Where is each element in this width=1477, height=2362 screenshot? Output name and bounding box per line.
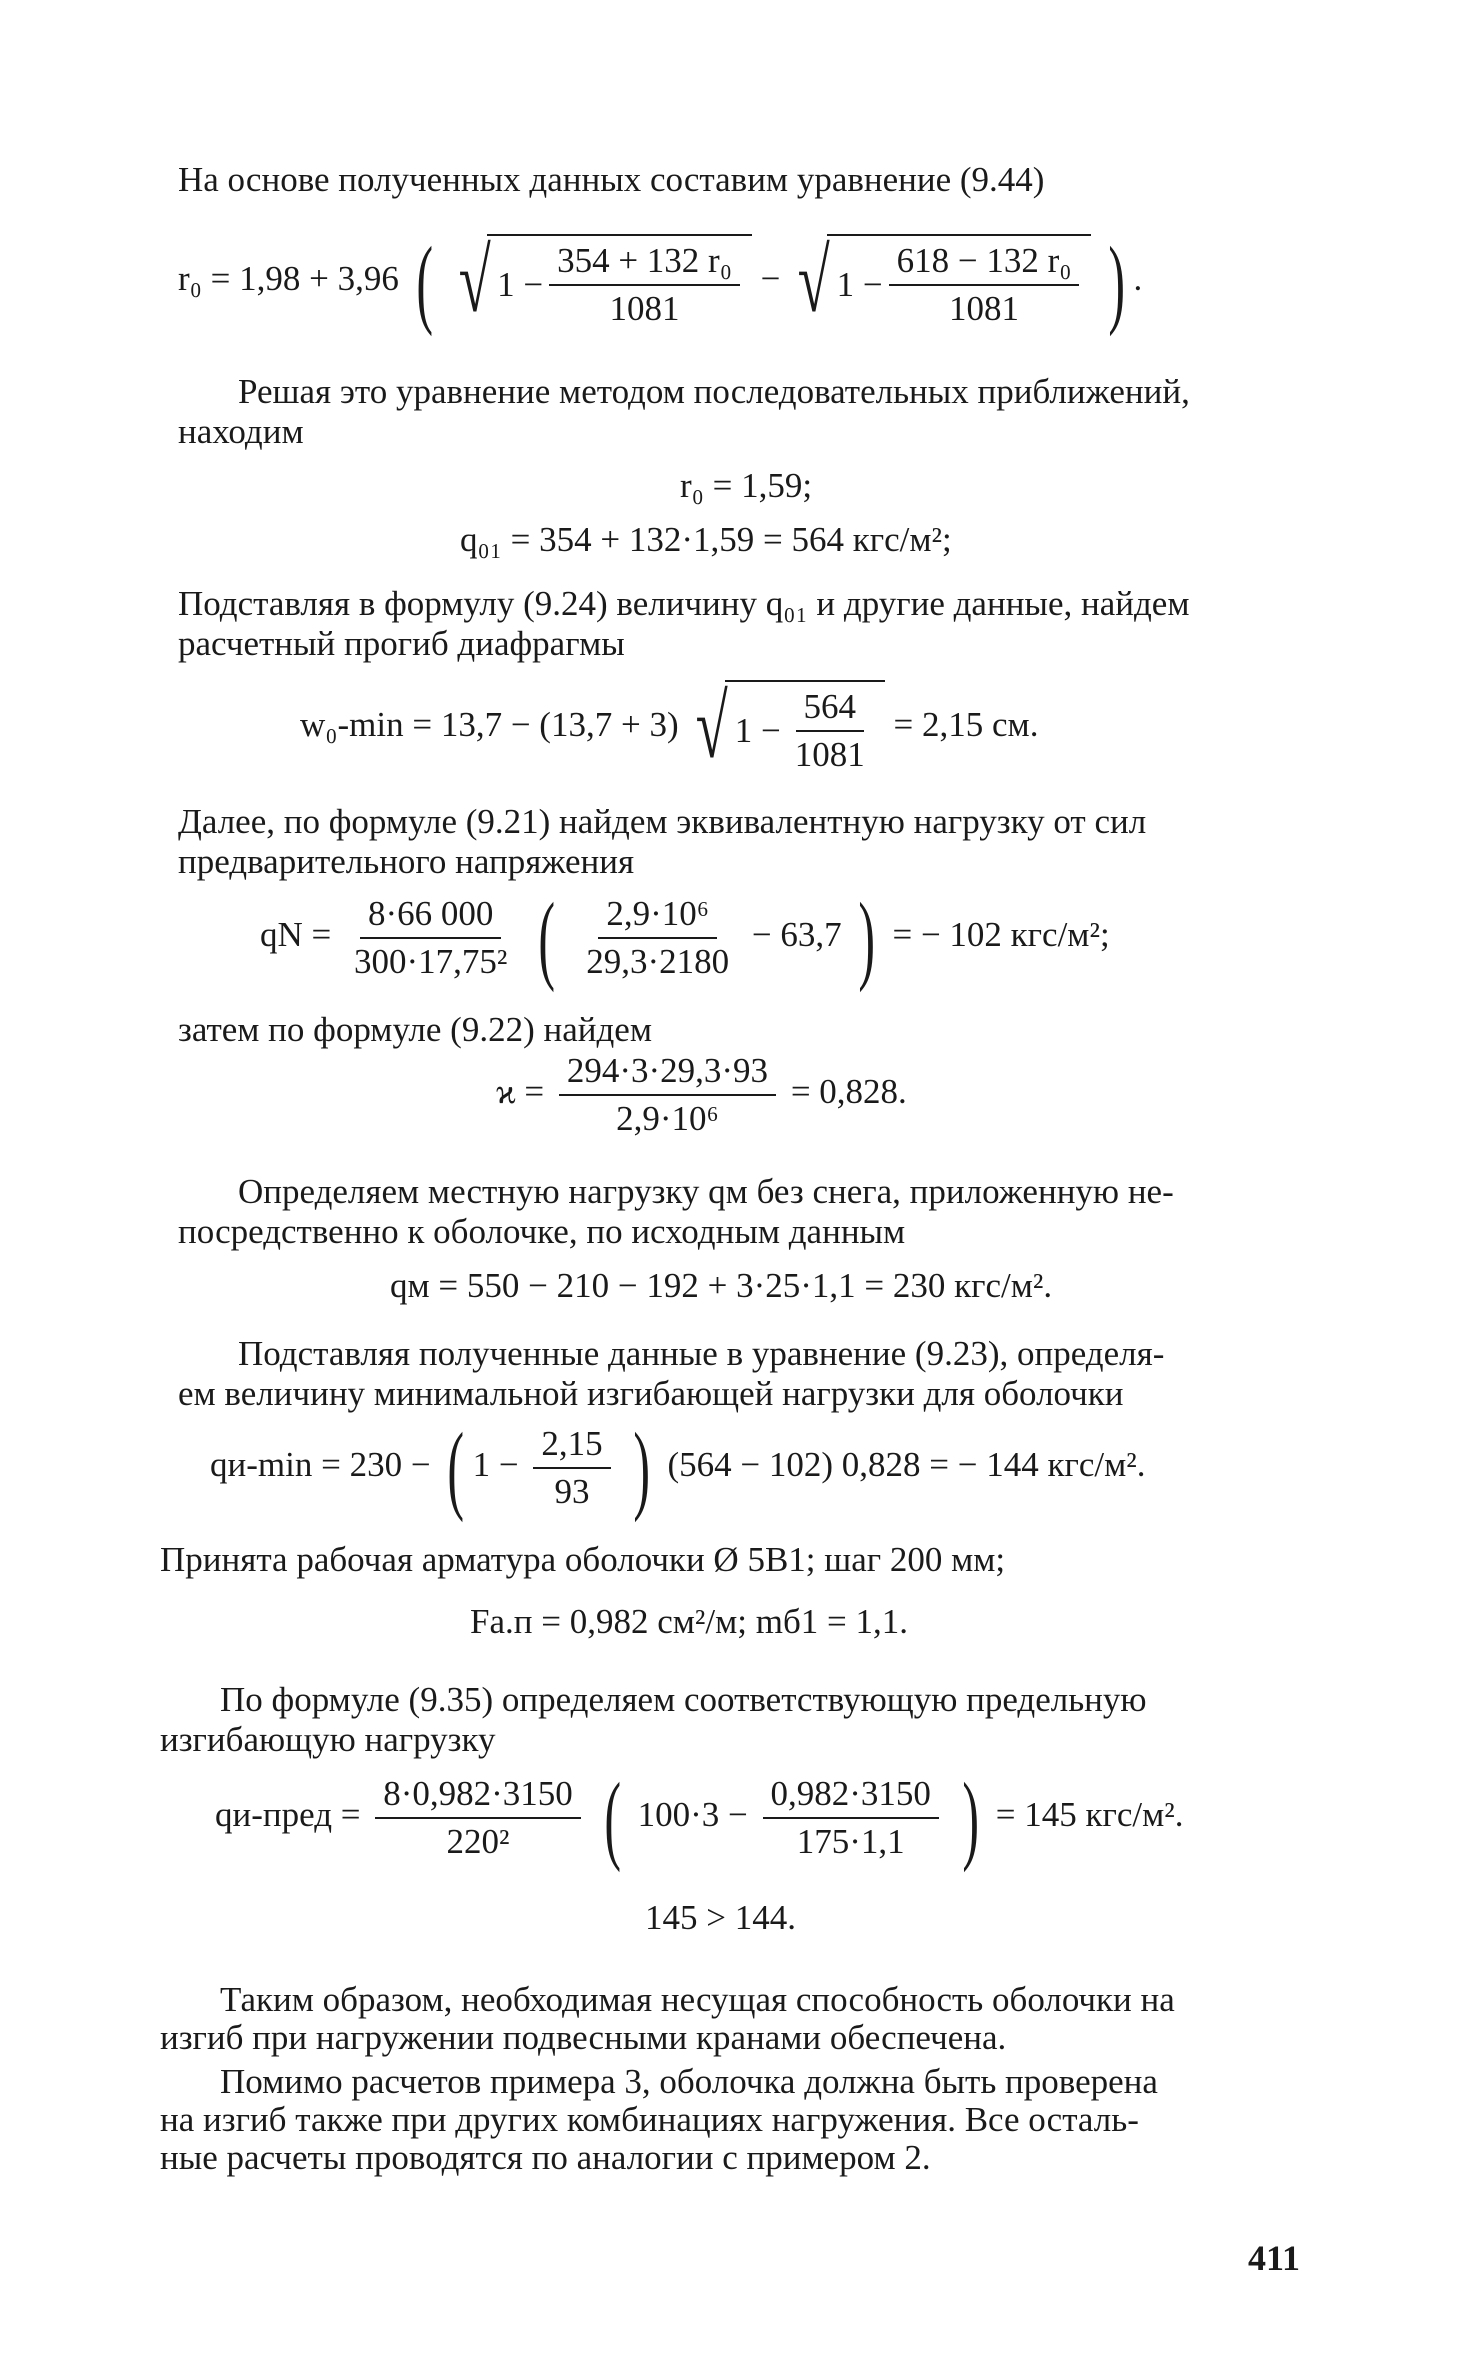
fraction-denominator: 2,9·10⁶	[616, 1099, 719, 1138]
paragraph-line: затем по формуле (9.22) найдем	[178, 1010, 652, 1049]
paragraph-line: изгиб при нагружении подвесными кранами обеспечена.	[160, 2018, 1007, 2057]
paragraph-line: на изгиб также при других комбинациях нагружения. Все осталь-	[160, 2100, 1139, 2139]
equation-lhs: r₀ = 1,98 + 3,96	[178, 259, 399, 299]
fraction-denominator: 220²	[446, 1822, 510, 1861]
paragraph-line: По формуле (9.35) определяем соответствующую предельную	[220, 1680, 1147, 1719]
equation-result: = − 102 кгс/м²;	[892, 915, 1110, 955]
fraction-denominator: 93	[554, 1472, 590, 1511]
fraction-denominator: 300·17,75²	[354, 942, 508, 981]
paragraph-line: ем величину минимальной изгибающей нагрузки для оболочки	[178, 1374, 1124, 1413]
fraction-numerator: 2,15	[533, 1423, 610, 1469]
page-number: 411	[1248, 2238, 1301, 2278]
equation-result: = 0,828.	[790, 1072, 907, 1112]
fraction-denominator: 29,3·2180	[586, 942, 730, 981]
equation-lhs: qN =	[260, 915, 332, 955]
fraction-numerator: 564	[796, 686, 865, 732]
equation-r0-value: r₀ = 1,59;	[680, 466, 813, 505]
paragraph-line: Подставляя полученные данные в уравнение (9.23), определя-	[238, 1334, 1165, 1373]
fraction-numerator: 8·66 000	[360, 893, 501, 939]
fraction-numerator: 8·0,982·3150	[375, 1773, 581, 1819]
fraction-denominator: 175·1,1	[796, 1822, 905, 1861]
equation-term: − 63,7	[751, 915, 842, 955]
paragraph-line: Далее, по формуле (9.21) найдем эквивалентную нагрузку от сил	[178, 802, 1147, 841]
equation-kappa	[496, 1050, 907, 1140]
equation-lhs: qи-min = 230 −	[210, 1445, 431, 1485]
paragraph-line: Помимо расчетов примера 3, оболочка должна быть проверена	[220, 2062, 1158, 2101]
fraction-denominator: 1081	[949, 289, 1019, 328]
fraction-numerator: 0,982·3150	[763, 1773, 939, 1819]
paragraph-line: На основе полученных данных составим уравнение (9.44)	[178, 160, 1045, 199]
radical: √ 1 − $\frac{\text{618 − 132 r₀}}{1081}$	[789, 234, 1091, 330]
equation-lhs: w₀-min = 13,7 − (13,7 + 3)	[300, 705, 679, 745]
equation-term: 100·3 −	[637, 1795, 748, 1835]
paragraph-line: находим	[178, 412, 304, 451]
equation-q01: q₀₁ = 354 + 132·1,59 = 564 кгс/м²;	[460, 520, 952, 559]
paragraph-line: предварительного напряжения	[178, 842, 635, 881]
fraction-numerator: 2,9·10⁶	[598, 893, 717, 939]
equation-qpred: qи-пред = $\frac{8\cdot 0,982\cdot 3150}{\text{220²}}$ ( 100·3 − $\frac{0,982\cdot 3150}{175\cdot 1,1}$ ) = 145 кгс/м².	[215, 1762, 1184, 1873]
fraction-denominator: 1081	[794, 735, 865, 774]
paragraph-line: изгибающую нагрузку	[160, 1720, 496, 1759]
paragraph-line: Подставляя в формулу (9.24) величину q₀₁ и другие данные, найдем	[178, 584, 1190, 623]
equation-qN: qN = $\frac{8\cdot 66 000}{\text{300·17,75²}}$ ( $\frac{\text{2,9·10⁶}}{29,3\cdot 2180}$ − 63,7 ) = − 102 кгс/м²;	[260, 882, 1110, 993]
paragraph-line: посредственно к оболочке, по исходным данным	[178, 1212, 906, 1251]
equation-qm: qм = 550 − 210 − 192 + 3·25·1,1 = 230 кгс/м².	[390, 1266, 1053, 1305]
paragraph-line: Принята рабочая арматура оболочки Ø 5В1; шаг 200 мм;	[160, 1540, 1006, 1579]
fraction-numerator: 618 − 132 r₀	[889, 240, 1080, 286]
equation-compare: 145 > 144.	[645, 1898, 796, 1937]
equation-rhs: = 2,15 см.	[893, 705, 1039, 745]
paragraph-line: ные расчеты проводятся по аналогии с примером 2.	[160, 2138, 931, 2177]
paragraph-line: Таким образом, необходимая несущая способность оболочки на	[220, 1980, 1175, 2019]
fraction-numerator: 294·3·29,3·93	[559, 1050, 776, 1096]
paragraph-line: Решая это уравнение методом последовательных приближений,	[238, 372, 1190, 411]
paragraph-line: расчетный прогиб диафрагмы	[178, 624, 625, 663]
equation-qmin: qи-min = 230 − ( 1 − $\frac{2,15}{93}$ ) (564 − 102) 0,828 = − 144 кгс/м².	[210, 1412, 1146, 1523]
fraction-denominator: 1081	[609, 289, 680, 328]
equation-lhs: ϰ =	[496, 1072, 545, 1112]
equation-rhs: (564 − 102) 0,828 = − 144 кгс/м².	[667, 1445, 1146, 1485]
fraction-numerator: 354 + 132 r₀	[549, 240, 740, 286]
equation-result: = 145 кгс/м².	[995, 1795, 1184, 1835]
radical: √ 1 − $\frac{\text{354 + 132 r₀}}{1081}$	[450, 234, 752, 330]
paragraph-line: Определяем местную нагрузку qм без снега, приложенную не-	[238, 1172, 1174, 1211]
equation-lhs: qи-пред =	[215, 1795, 361, 1835]
equation-fa: Fа.п = 0,982 см²/м; mб1 = 1,1.	[470, 1602, 909, 1641]
equation-r0: r₀ = 1,98 + 3,96 ( √ 1 − $\frac{\text{354 + 132 r₀}}{1081}$ − √ 1 − $\frac{\text{618 − 132 r₀}}{1081}$ ) .	[178, 226, 1143, 337]
equation-w0min	[300, 680, 1038, 776]
radical: √ 1 − $\frac{564}{1081}$	[687, 680, 884, 776]
